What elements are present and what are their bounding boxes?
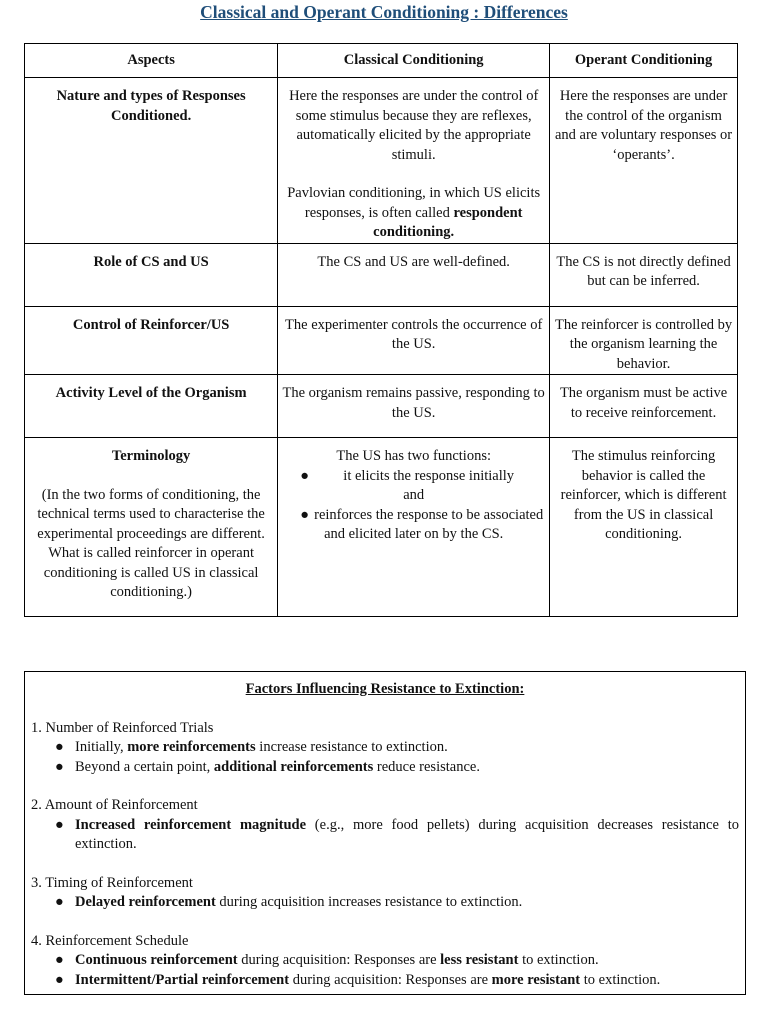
list-item: ● Beyond a certain point, additional reinforcements reduce resistance.: [31, 758, 739, 778]
table-row: [25, 243, 738, 306]
bullet-icon: ●: [300, 467, 309, 484]
comparison-table: [24, 43, 738, 617]
aspect-cell: [25, 375, 278, 438]
bullet-icon: ●: [55, 739, 64, 755]
aspect-cell: [25, 243, 278, 306]
classical-text: Here the responses are under the control of some stimulus because they are reflexes, automatically elicited by the appropriate stimuli.: [289, 88, 539, 163]
aspect-label: Terminology: [111, 448, 191, 464]
list-item: ● Continuous reinforcement during acquisition: Responses are less resistant to extinction.: [31, 951, 739, 971]
classical-text-2: Pavlovian conditioning, in which US elicits responses, is often called respondent conditioning.: [287, 185, 541, 240]
table-header-row: [25, 44, 738, 78]
list-item: ● Increased reinforcement magnitude (e.g., more food pellets) during acquisition decreases resistance to extinction.: [55, 816, 739, 852]
aspect-label: Nature and types of Responses Conditioned.: [56, 88, 246, 124]
table-row: [25, 438, 738, 617]
bullet-icon: ●: [55, 952, 64, 968]
classical-intro: The US has two functions:: [336, 448, 491, 464]
bullet-icon: ●: [300, 506, 309, 523]
section-heading: 3. Timing of Reinforcement: [31, 874, 193, 891]
section-list: [31, 738, 739, 777]
section-list: [31, 816, 739, 855]
header-aspects: Aspects: [25, 44, 278, 78]
operant-cell: Here the responses are under the control of the organism and are voluntary responses or ‘operants’.: [550, 78, 738, 244]
bullet-icon: ●: [55, 758, 64, 775]
list-item: ● reinforces the response to be associated and elicited later on by the CS.: [300, 506, 544, 542]
aspect-label: Role of CS and US: [93, 253, 209, 270]
aspect-note: (In the two forms of conditioning, the technical terms used to characterise the experimental proceedings are different. What is called reinforcer in operant conditioning is called US in classical conditioning.): [37, 486, 265, 600]
table-row: [25, 375, 738, 438]
section-heading: 4. Reinforcement Schedule: [31, 932, 189, 949]
section-heading: 1. Number of Reinforced Trials: [31, 719, 214, 736]
list-item: ● it elicits the response initially: [282, 467, 545, 487]
list-item: ● Intermittent/Partial reinforcement during acquisition: Responses are more resistant to extinction.: [31, 971, 739, 991]
factors-title: Factors Influencing Resistance to Extinction:: [245, 681, 525, 697]
list-item-continuation: and: [403, 487, 425, 503]
table-row: [25, 78, 738, 244]
classical-cell: [278, 78, 550, 244]
header-classical: Classical Conditioning: [278, 44, 550, 78]
aspect-cell: [25, 306, 278, 375]
list-item: ● Delayed reinforcement during acquisition increases resistance to extinction.: [31, 893, 739, 913]
table-row: [25, 306, 738, 375]
classical-cell: The CS and US are well-defined.: [278, 243, 550, 306]
operant-cell: The reinforcer is controlled by the organism learning the behavior.: [550, 306, 738, 375]
aspect-cell: [25, 438, 278, 617]
aspect-cell: [25, 78, 278, 244]
header-operant: Operant Conditioning: [550, 44, 738, 78]
classical-cell: The organism remains passive, responding to the US.: [278, 375, 550, 438]
page-title: Classical and Operant Conditioning : Differences: [200, 2, 568, 22]
operant-cell: The CS is not directly defined but can be inferred.: [550, 243, 738, 306]
classical-cell: The experimenter controls the occurrence of the US.: [278, 306, 550, 375]
aspect-label: Control of Reinforcer/US: [72, 316, 230, 333]
bullet-icon: ●: [55, 894, 64, 910]
classical-cell: [278, 438, 550, 617]
aspect-label: Activity Level of the Organism: [55, 385, 247, 401]
section-list: [31, 951, 739, 990]
operant-cell: The organism must be active to receive reinforcement.: [550, 375, 738, 438]
bullet-icon: ●: [55, 816, 64, 833]
bullet-icon: ●: [55, 971, 64, 988]
list-item: ● Initially, more reinforcements increase resistance to extinction.: [31, 738, 739, 758]
section-list: [31, 893, 739, 913]
operant-cell: The stimulus reinforcing behavior is called the reinforcer, which is different from the US in classical conditioning.: [550, 438, 738, 617]
factors-box: [24, 671, 746, 995]
section-heading: 2. Amount of Reinforcement: [31, 797, 198, 813]
